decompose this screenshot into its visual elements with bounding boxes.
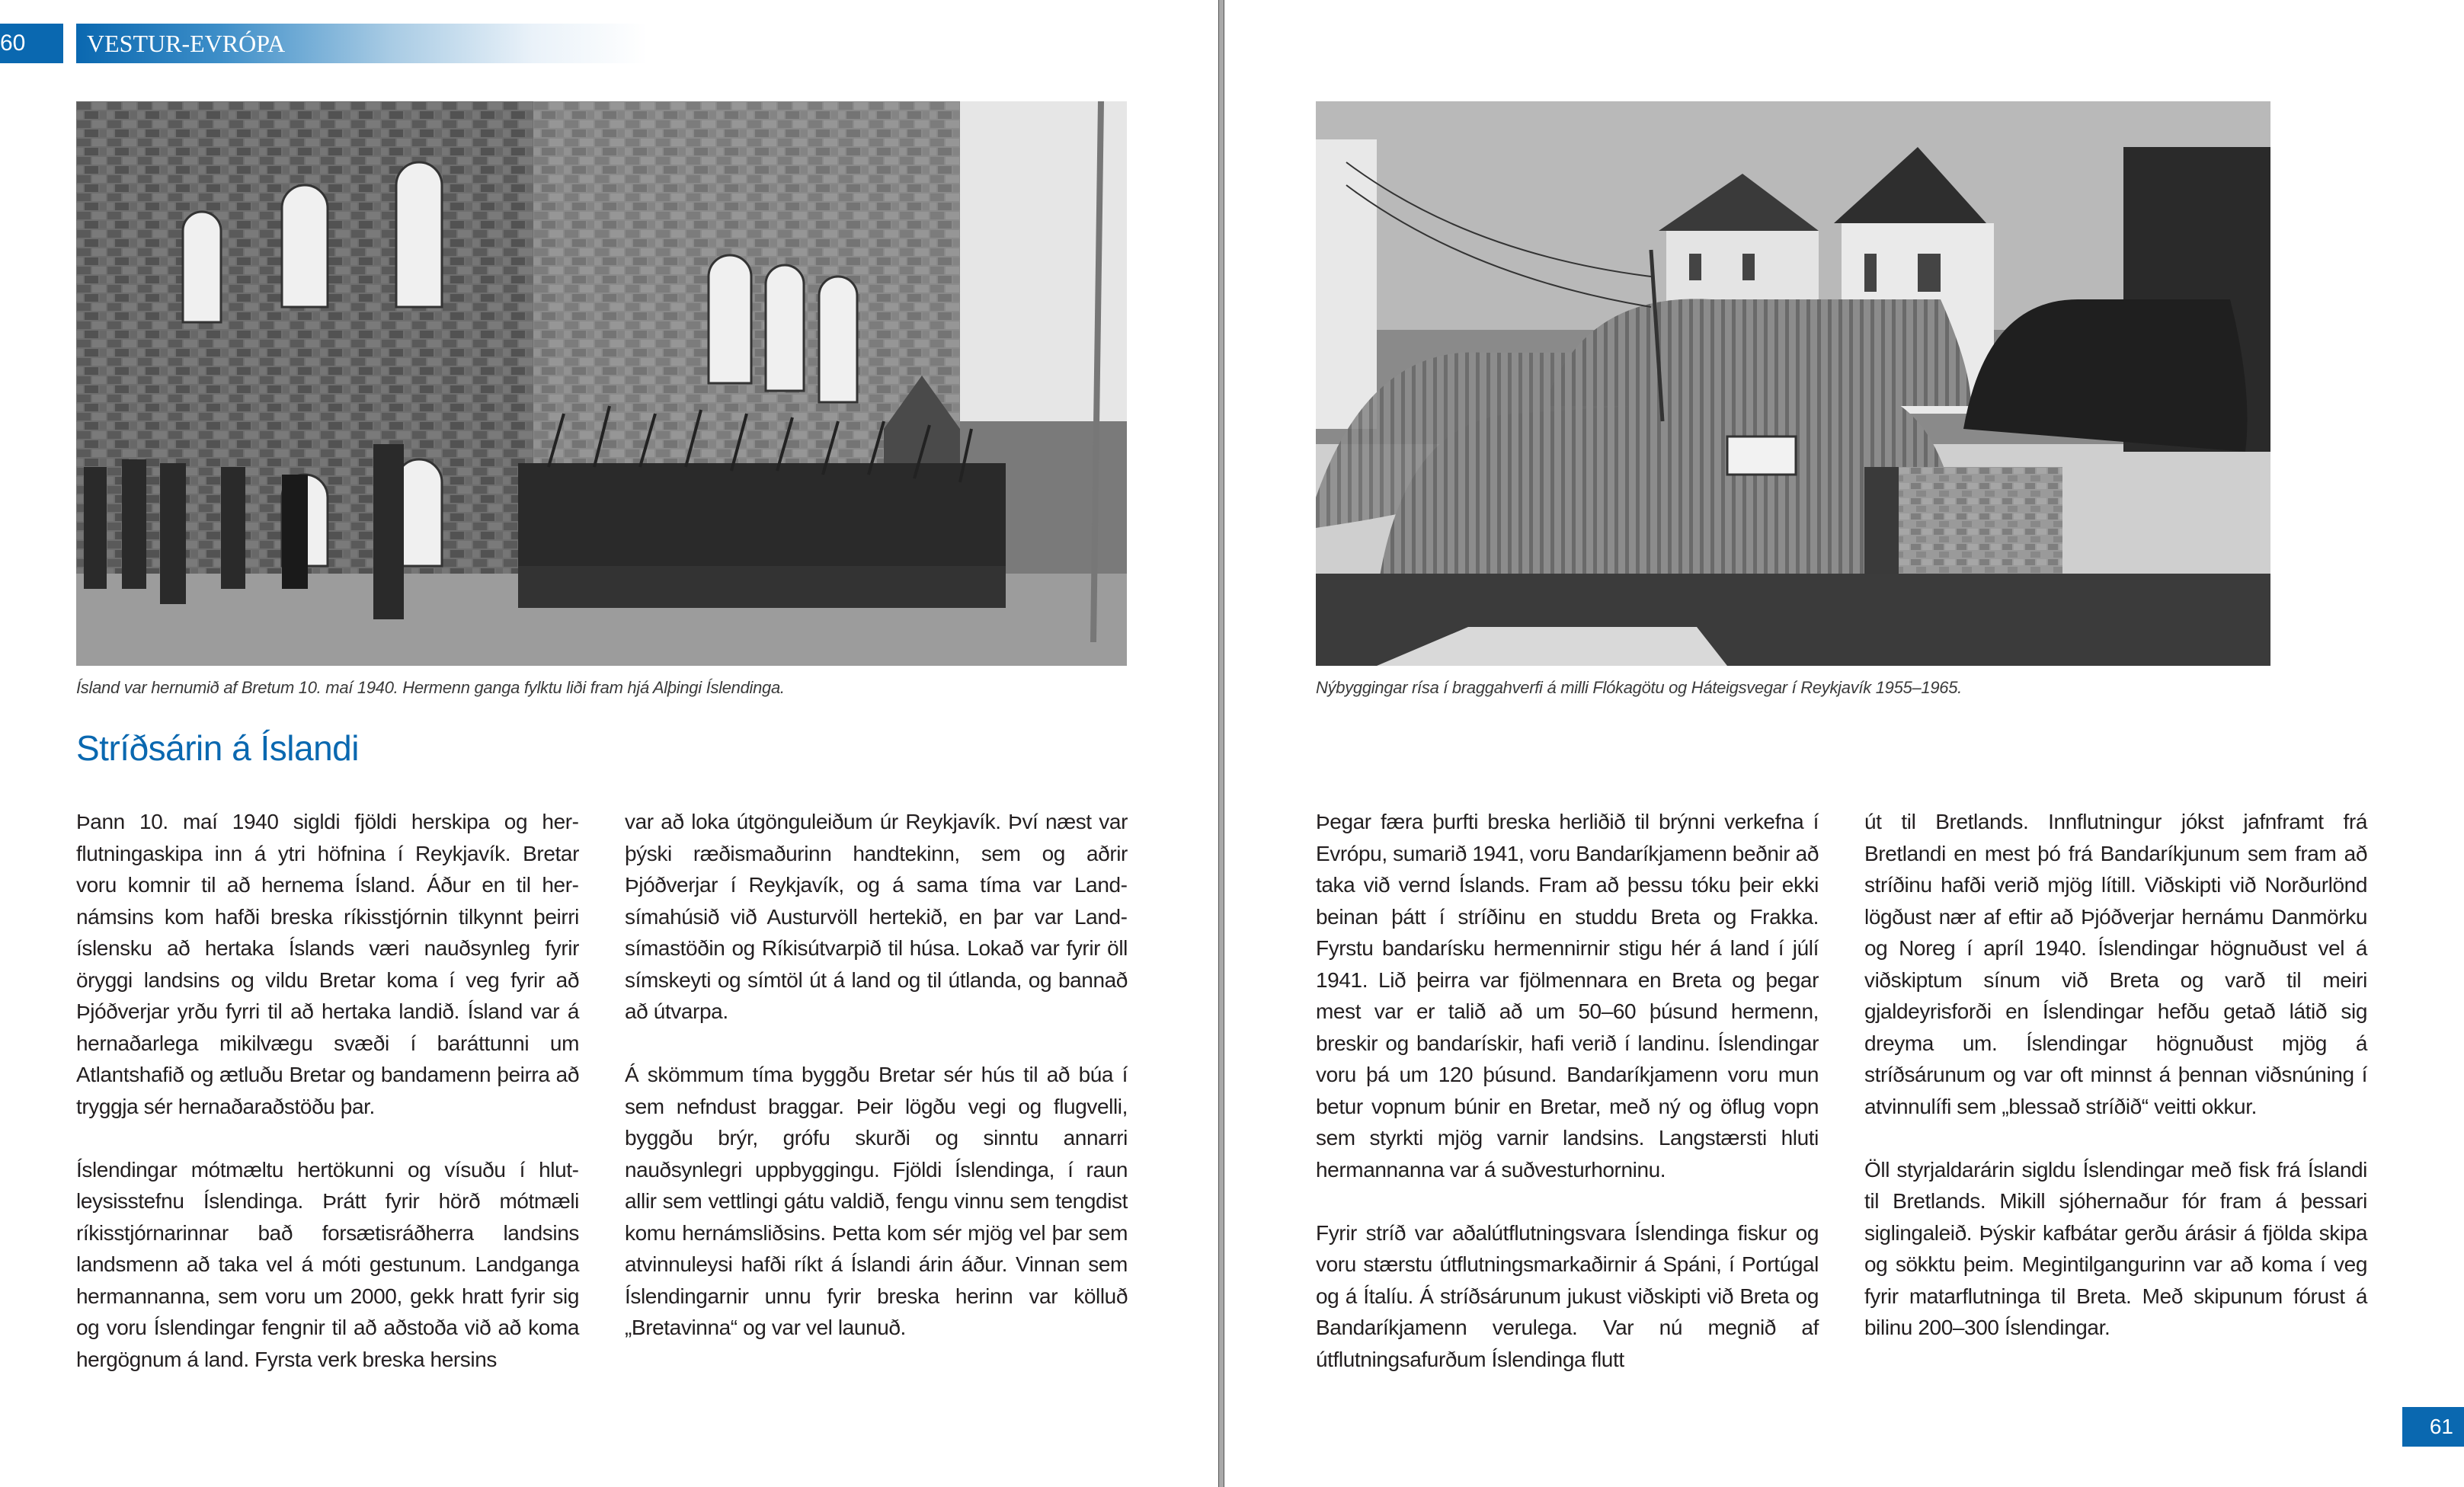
paragraph: var að loka útgönguleiðum úr Reykjavík. Því næst var þýski ræðismaðurinn handtekinn, sem og aðrir Þjóðverjar í Reykjavík, og á sama tíma var Landsímahúsið við Austurvöll hertekið, en þar var Landsímastöðin og Ríkisútvarpið til húsa. Lokað var fyrir öll símskeyti og símtöl út á land og til útlanda, og bannað að útvarpa. (625, 810, 1128, 1023)
paragraph: Þann 10. maí 1940 sigldi fjöldi herskipa og herflutningaskipa inn á ytri höfnina í Reykjavík. Bretar voru komnir til að hernema Ísland. Áður en til hernámsins kom hafði breska ríkisstjórnin tilkynnt þeirri íslensku að hertaka Íslands væri nauðsynleg fyrir öryggi landsins og vildu Bretar koma í veg fyrir að Þjóðverjar yrðu fyrri til að hertaka landið. Ísland var á hernaðarlega mikilvægu svæði í baráttunni um Atlantshafið og ætluðu Bretar og bandamenn þeirra að tryggja sér hernaðaraðstöðu þar. (76, 810, 579, 1118)
book-spine-gutter (1218, 0, 1224, 1487)
paragraph: Á skömmum tíma byggðu Bretar sér hús til að búa í sem nefndust braggar. Þeir lögðu vegi og flugvelli, byggðu brýr, grófu skurði og sinntu annarri nauðsynlegri uppbyggingu. Fjöldi Íslendinga, í raun allir sem vettlingi gátu valdið, fengu vinnu sem tengdist komu hernámsliðsins. Þetta kom sér mjög vel þar sem atvinnuleysi hafði ríkt á Íslandi árin áður. Vinnan sem Íslendingarnir unnu fyrir breska herinn var kölluð „Bretavinna“ og var vel launuð. (625, 1063, 1128, 1339)
page-number-top: 60 (0, 24, 63, 63)
paragraph: Þegar færa þurfti breska herliðið til brýnni verkefna í Evrópu, sumarið 1941, voru Bandaríkjamenn beðnir að taka við vernd Íslands. Fram að þessu tóku þeir ekki beinan þátt í stríðinu en studdu Breta og Frakka. Fyrstu bandarísku hermennirnir stigu hér á land í júlí 1941. Lið þeirra var fjölmennara en Breta og þegar mest var er talið að um 50–60 þúsund hermenn, breskir og bandarískir, hafi verið í landinu. Íslendingar voru þá um 120 þúsund. Bandaríkjamenn voru mun betur vopnum búnir en Bretar, með ný og öflug vopn sem styrkti mjög varnir landsins. Langstærsti hluti hermannanna var á suðvesturhorninu. (1316, 810, 1819, 1182)
photo-braggahverfi-image (1316, 101, 2270, 666)
text-column-3 (1316, 806, 1819, 1407)
section-title: Stríðsárin á Íslandi (76, 728, 359, 768)
left-page (0, 0, 1218, 1487)
text-column-4 (1864, 806, 2367, 1375)
text-column-2 (625, 806, 1128, 1375)
photo-soldiers-marching (76, 101, 1127, 666)
photo-caption-right: Nýbyggingar rísa í braggahverfi á milli Flókagötu og Háteigsvegar í Reykjavík 1955–1965. (1316, 678, 1962, 697)
photo-caption-left: Ísland var hernumið af Bretum 10. maí 1940. Hermenn ganga fylktu liði fram hjá Alþingi Íslendinga. (76, 678, 785, 697)
photo-soldiers-marching-image (76, 101, 1127, 666)
photo-braggahverfi (1316, 101, 2270, 666)
paragraph: Fyrir stríð var aðalútflutningsvara Íslendinga fiskur og voru stærstu útflutningsmarkaðirnir á Spáni, í Portúgal og á Ítalíu. Á stríðsárunum jukust viðskipti við Breta og Bandaríkjamenn verulega. Var nú megnið af útflutningsafurðum Íslendinga flutt (1316, 1220, 1819, 1371)
text-column-1 (76, 806, 579, 1407)
running-head: VESTUR-EVRÓPA (76, 24, 648, 63)
page-number-bottom: 61 (2402, 1407, 2464, 1447)
paragraph: Öll styrjaldarárin sigldu Íslendingar með fisk frá Íslandi til Bretlands. Mikill sjóhernaður fór fram á þessari siglingaleið. Þýskir kafbátar gerðu árásir á fjölda skipa og sökktu þeim. Megintilgangurinn var að koma í veg fyrir matarflutninga til Breta. Með skipunum fórust á bilinu 200–300 Íslendingar. (1864, 1157, 2367, 1339)
paragraph: út til Bretlands. Innflutningur jókst jafnframt frá Bretlandi en mest þó frá Bandaríkjunum sem fram að stríðinu hafði verið mjög lítill. Viðskipti við Norðurlönd lögðust nær af eftir að Þjóðverjar hernámu Danmörku og Noreg í apríl 1940. Íslendingar högnuðust vel á viðskiptum sínum við Breta og varð til meiri gjaldeyrisforði en Íslendingar hefðu getað látið sig dreyma um. Íslendingar högnuðust mjög á stríðsárunum og var oft minnst á þennan viðsnúning í atvinnulífi sem „blessað stríðið“ veitti okkur. (1864, 810, 2367, 1118)
paragraph: Íslendingar mótmæltu hertökunni og vísuðu í hlutleysisstefnu Íslendinga. Þrátt fyrir hörð mótmæli ríkisstjórnarinnar bað forsætisráðherra landsins landsmenn að taka vel á móti gestunum. Landganga hermannanna, sem voru um 2000, gekk hratt fyrir sig og voru Íslendingar fengnir til að aðstoða við að koma hergögnum á land. Fyrsta verk breska hersins (76, 1157, 579, 1371)
